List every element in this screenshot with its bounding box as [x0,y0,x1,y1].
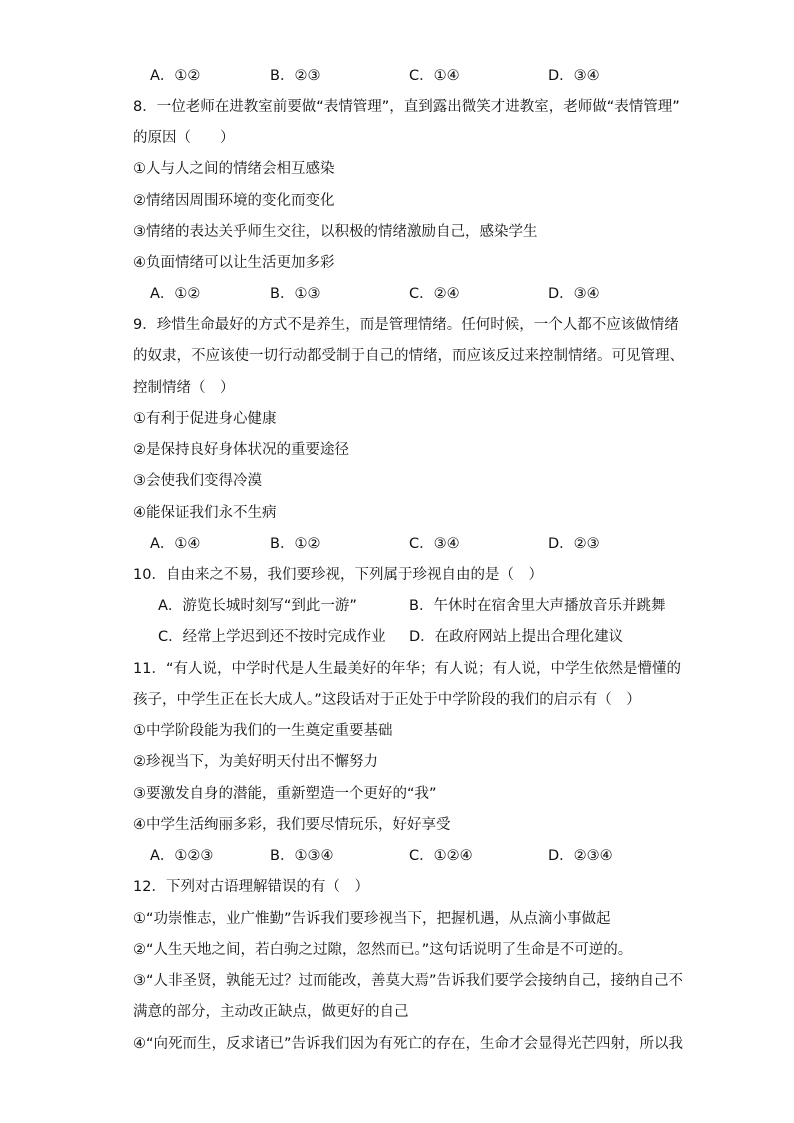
q9-option-c[interactable]: C．③④ [409,536,460,552]
q12-statement-3-cont: 满意的部分，主动改正缺点，做更好的自己 [133,1004,409,1020]
q11-statement-1: ①中学阶段能为我们的一生奠定重要基础 [133,723,393,739]
q10-option-d[interactable]: D．在政府网站上提出合理化建议 [409,629,624,645]
q12-stem-line1: 12．下列对古语理解错误的有（ ） [133,879,369,895]
q9-statement-1: ①有利于促进身心健康 [133,411,277,427]
q11-option-c[interactable]: C．①②④ [409,848,473,864]
q9-statement-4: ④能保证我们永不生病 [133,505,277,521]
q9-stem-line3: 控制情绪（ ） [133,380,235,396]
q10-option-c[interactable]: C．经常上学迟到还不按时完成作业 [158,629,386,645]
q12-statement-3: ③“人非圣贤，孰能无过？过而能改，善莫大焉”告诉我们要学会接纳自己，接纳自己不 [133,973,684,989]
q9-statement-3: ③会使我们变得冷漠 [133,473,262,489]
q12-statement-1: ①“功崇惟志，业广惟勤”告诉我们要珍视当下，把握机遇，从点滴小事做起 [133,911,611,927]
q11-stem-line2: 孩子，中学生正在长大成人。”这段话对于正处于中学阶段的我们的启示有（ ） [133,692,641,708]
q8-statement-2: ②情绪因周围环境的变化而变化 [133,193,335,209]
q11-option-b[interactable]: B．①③④ [270,848,334,864]
q9-option-a[interactable]: A．①④ [150,536,201,552]
q7-option-a[interactable]: A．①② [150,68,201,84]
q11-statement-2: ②珍视当下，为美好明天付出不懈努力 [133,754,378,770]
q12-statement-2: ②“人生天地之间，若白驹之过隙，忽然而已。”这句话说明了生命是不可逆的。 [133,942,633,958]
q9-stem-line2: 的奴隶，不应该使一切行动都受制于自己的情绪，而应该反过来控制情绪。可见管理、 [133,348,684,364]
q9-option-b[interactable]: B．①② [270,536,321,552]
q7-option-b[interactable]: B．②③ [270,68,321,84]
q7-option-d[interactable]: D．③④ [548,68,600,84]
q8-option-a[interactable]: A．①② [150,286,201,302]
q8-option-d[interactable]: D．③④ [548,286,600,302]
q8-stem-line1: 8．一位老师在进教室前要做“表情管理”，直到露出微笑才进教室，老师做“表情管理” [133,99,680,115]
q10-option-a[interactable]: A．游览长城时刻写“到此一游” [158,598,357,614]
q11-stem-line1: 11．“有人说，中学时代是人生最美好的年华；有人说；有人说，中学生依然是懵懂的 [133,661,681,677]
q8-stem-line2: 的原因（ ） [133,130,235,146]
q12-statement-4: ④“向死而生，反求诸已”告诉我们因为有死亡的存在，生命才会显得光芒四射，所以我 [133,1036,684,1052]
q7-option-c[interactable]: C．①④ [409,68,460,84]
q8-statement-4: ④负面情绪可以让生活更加多彩 [133,255,335,271]
q8-statement-1: ①人与人之间的情绪会相互感染 [133,161,335,177]
q8-option-b[interactable]: B．①③ [270,286,321,302]
q11-option-d[interactable]: D．②③④ [548,848,613,864]
q11-statement-3: ③要激发自身的潜能，重新塑造一个更好的“我” [133,786,437,802]
q11-statement-4: ④中学生活绚丽多彩，我们要尽情玩乐，好好享受 [133,817,451,833]
q10-stem-line1: 10．自由来之不易，我们要珍视，下列属于珍视自由的是（ ） [133,567,543,583]
q9-statement-2: ②是保持良好身体状况的重要途径 [133,442,349,458]
q8-statement-3: ③情绪的表达关乎师生交往，以积极的情绪激励自己，感染学生 [133,224,538,240]
q8-option-c[interactable]: C．②④ [409,286,460,302]
q9-option-d[interactable]: D．②③ [548,536,600,552]
q10-option-b[interactable]: B．午休时在宿舍里大声播放音乐并跳舞 [409,598,666,614]
q9-stem-line1: 9．珍惜生命最好的方式不是养生，而是管理情绪。任何时候，一个人都不应该做情绪 [133,317,679,333]
q11-option-a[interactable]: A．①②③ [150,848,214,864]
